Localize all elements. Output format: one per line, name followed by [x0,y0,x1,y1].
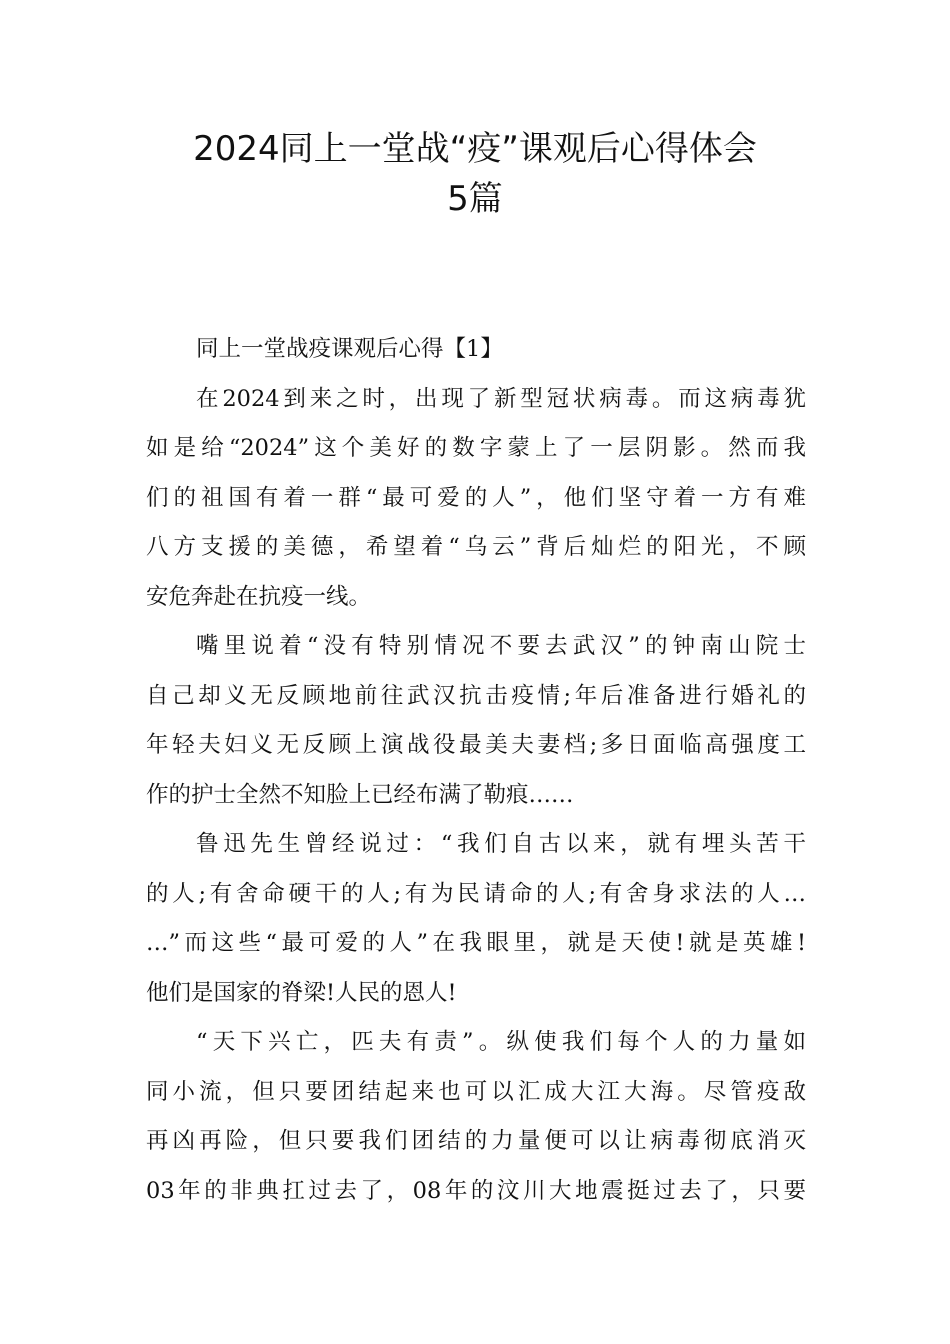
document-title [100,124,850,224]
body-line: 作的护士全然不知脸上已经布满了勒痕…… [146,781,574,808]
body-line: 的人;有舍命硬干的人;有为民请命的人;有舍身求法的人… [146,880,806,907]
title-line-1: 2024同上一堂战“疫”课观后心得体会 [193,129,757,169]
body-line: 自己却义无反顾地前往武汉抗击疫情;年后准备进行婚礼的 [146,682,806,709]
body-line: 如是给“2024”这个美好的数字蒙上了一层阴影。然而我 [146,435,806,461]
body-line: 嘴里说着“没有特别情况不要去武汉”的钟南山院士 [196,633,806,659]
body-line: 八方支援的美德，希望着“乌云”背后灿烂的阳光，不顾 [146,534,806,560]
body-line: 们的祖国有着一群“最可爱的人”，他们坚守着一方有难 [146,484,806,511]
body-line: 在2024到来之时，出现了新型冠状病毒。而这病毒犹 [196,385,806,412]
body-line: 他们是国家的脊梁!人民的恩人! [146,979,457,1006]
body-line: 03年的非典扛过去了，08年的汶川大地震挺过去了，只要 [146,1177,806,1204]
body-line: “天下兴亡，匹夫有责”。纵使我们每个人的力量如 [196,1029,806,1055]
body-line: 同小流，但只要团结起来也可以汇成大江大海。尽管疫敌 [146,1078,806,1105]
document-body [146,325,806,1216]
title-line-2: 5篇 [447,179,503,219]
body-line: 安危奔赴在抗疫一线。 [146,583,372,610]
body-line: 年轻夫妇义无反顾上演战役最美夫妻档;多日面临高强度工 [146,732,806,758]
body-line: 鲁迅先生曾经说过：“我们自古以来，就有埋头苦干 [196,831,806,857]
section-heading: 同上一堂战疫课观后心得【1】 [196,336,503,362]
body-line: …”而这些“最可爱的人”在我眼里，就是天使!就是英雄! [146,930,806,956]
body-line: 再凶再险，但只要我们团结的力量便可以让病毒彻底消灭 [146,1128,806,1154]
